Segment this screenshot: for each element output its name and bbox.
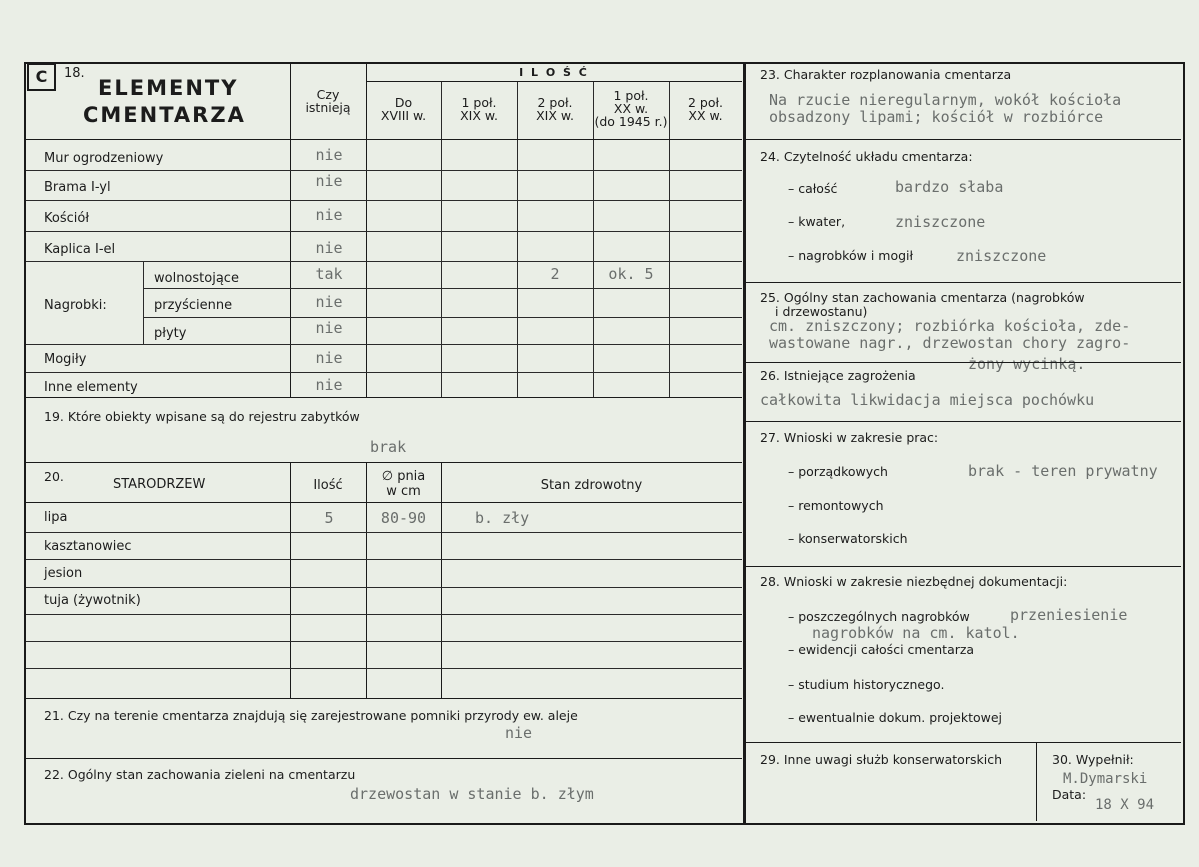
row-label-inne: Inne elementy	[44, 380, 138, 395]
tree-lipa-ilosc: 5	[324, 509, 334, 527]
q28-item-nagrobkow: – poszczególnych nagrobków	[788, 609, 970, 624]
section-title-line1: ELEMENTY	[98, 76, 239, 100]
q30-data-label: Data:	[1052, 787, 1087, 802]
q20-col-ilosc: Ilość	[313, 478, 343, 493]
period-5-l1: 2 poł.	[687, 95, 724, 110]
period-1-l1: Do	[394, 95, 413, 110]
q25-label-l2: i drzewostanu)	[775, 304, 868, 319]
q24-item-nagrobkow: – nagrobków i mogił	[788, 248, 914, 263]
q20-col-stan: Stan zdrowotny	[540, 478, 643, 493]
row-label-nagrobki: Nagrobki:	[44, 298, 107, 313]
q24-value-calosc: bardzo słaba	[895, 178, 1004, 196]
tree-name-tuja: tuja (żywotnik)	[44, 593, 141, 608]
period-3-header	[517, 96, 593, 122]
row-label-mur: Mur ogrodzeniowy	[44, 151, 164, 166]
ilosc-title: I L O Ś Ć	[519, 66, 589, 79]
q20-col-pnia-l1: ∅ pnia	[381, 469, 426, 484]
q20-number: 20.	[44, 469, 64, 484]
row-label-wolnostojace: wolnostojące	[154, 271, 239, 286]
q25-label-l1: 25. Ogólny stan zachowania cmentarza (nagrobków	[760, 290, 1085, 305]
period-2-header	[441, 96, 517, 122]
section-letter-box: C	[27, 63, 56, 91]
q27-item-konserwatorskich: – konserwatorskich	[788, 531, 908, 546]
q22-label: 22. Ogólny stan zachowania zieleni na cmentarzu	[44, 767, 356, 782]
exists-przyscienne: nie	[315, 293, 343, 311]
row-label-mogily: Mogiły	[44, 352, 87, 367]
period-2-l1: 1 poł.	[461, 95, 497, 110]
q24-label: 24. Czytelność układu cmentarza:	[760, 149, 973, 164]
period-1-l2: XVIII w.	[380, 108, 427, 123]
period-4-l1: 1 poł.	[613, 88, 649, 103]
q25-line1: cm. zniszczony; rozbiórka kościoła, zde-	[769, 317, 1131, 335]
q29-label: 29. Inne uwagi służb konserwatorskich	[760, 752, 1002, 767]
q28-value-line2: nagrobków na cm. katol.	[812, 624, 1020, 642]
row-label-kosciol: Kościół	[44, 211, 90, 226]
q22-answer: drzewostan w stanie b. złym	[350, 785, 594, 803]
qty-wolnostojace-p3: 2	[550, 265, 560, 283]
tree-lipa-pnia: 80-90	[380, 509, 427, 527]
q20-title: STARODRZEW	[113, 477, 206, 492]
q28-item-studium: – studium historycznego.	[788, 677, 945, 692]
tree-name-lipa: lipa	[44, 510, 68, 525]
period-4-header	[593, 89, 669, 128]
col-czy-header	[290, 88, 366, 114]
period-4-l3: (do 1945 r.)	[594, 114, 668, 129]
q30-date: 18 X 94	[1095, 797, 1155, 813]
q24-item-calosc: – całość	[788, 181, 838, 196]
q27-value-porzadkowych: brak - teren prywatny	[968, 462, 1158, 480]
q27-item-porzadkowych: – porządkowych	[788, 464, 888, 479]
exists-kaplica: nie	[315, 239, 343, 257]
q28-item-projektowej: – ewentualnie dokum. projektowej	[788, 710, 1003, 725]
q21-label: 21. Czy na terenie cmentarza znajdują się zarejestrowane pomniki przyrody ew. aleje	[44, 708, 578, 723]
q23-line2: obsadzony lipami; kościół w rozbiórce	[769, 108, 1104, 126]
tree-name-jesion: jesion	[44, 566, 83, 581]
q24-value-nagrobkow: zniszczone	[956, 247, 1047, 265]
period-4-l2: XX w.	[613, 101, 649, 116]
q26-answer: całkowita likwidacja miejsca pochówku	[760, 391, 1095, 409]
exists-mogily: nie	[315, 349, 343, 367]
q20-col-pnia	[366, 469, 441, 499]
q30-name: M.Dymarski	[1063, 771, 1148, 787]
q27-item-remontowych: – remontowych	[788, 498, 884, 513]
exists-inne: nie	[315, 376, 343, 394]
col-czy-line1: Czy	[316, 87, 340, 102]
q24-item-kwater: – kwater,	[788, 214, 846, 229]
section-number: 18.	[64, 66, 85, 81]
row-label-kaplica: Kaplica I-el	[44, 242, 116, 257]
period-2-l2: XIX w.	[460, 108, 498, 123]
tree-name-kasztanowiec: kasztanowiec	[44, 539, 132, 554]
col-czy-line2: istnieją	[305, 100, 351, 115]
period-3-l1: 2 poł.	[537, 95, 573, 110]
q27-label: 27. Wnioski w zakresie prac:	[760, 430, 939, 445]
q28-item-ewidencji: – ewidencji całości cmentarza	[788, 642, 975, 657]
period-1-header	[366, 96, 441, 122]
q28-label: 28. Wnioski w zakresie niezbędnej dokumentacji:	[760, 574, 1068, 589]
section-title-line2: CMENTARZA	[83, 103, 246, 127]
q23-line1: Na rzucie nieregularnym, wokół kościoła	[769, 91, 1122, 109]
q19-answer: brak	[370, 438, 407, 456]
exists-mur: nie	[315, 146, 343, 164]
q25-line2: wastowane nagr., drzewostan chory zagro-	[769, 334, 1131, 352]
period-5-l2: XX w.	[688, 108, 723, 123]
q23-label: 23. Charakter rozplanowania cmentarza	[760, 67, 1012, 82]
q21-answer: nie	[505, 724, 533, 742]
row-label-przyscienne: przyścienne	[154, 298, 233, 313]
q26-label: 26. Istniejące zagrożenia	[760, 368, 916, 383]
q30-label: 30. Wypełnił:	[1052, 752, 1134, 767]
row-label-plyty: płyty	[154, 326, 187, 341]
q20-col-pnia-l2: w cm	[386, 484, 421, 499]
q28-value-line1: przeniesienie	[1010, 606, 1128, 624]
q25-line3: żony wycinką.	[968, 355, 1086, 373]
exists-kosciol: nie	[315, 206, 343, 224]
period-3-l2: XIX w.	[536, 108, 574, 123]
exists-wolnostojace: tak	[315, 265, 343, 283]
q19-label: 19. Które obiekty wpisane są do rejestru zabytków	[44, 409, 360, 424]
q24-value-kwater: zniszczone	[895, 213, 986, 231]
qty-wolnostojace-p4: ok. 5	[608, 265, 654, 283]
exists-brama: nie	[315, 172, 343, 190]
period-5-header	[669, 96, 742, 122]
tree-lipa-stan: b. zły	[475, 509, 530, 527]
exists-plyty: nie	[315, 319, 343, 337]
row-label-brama: Brama I-yl	[44, 180, 111, 195]
